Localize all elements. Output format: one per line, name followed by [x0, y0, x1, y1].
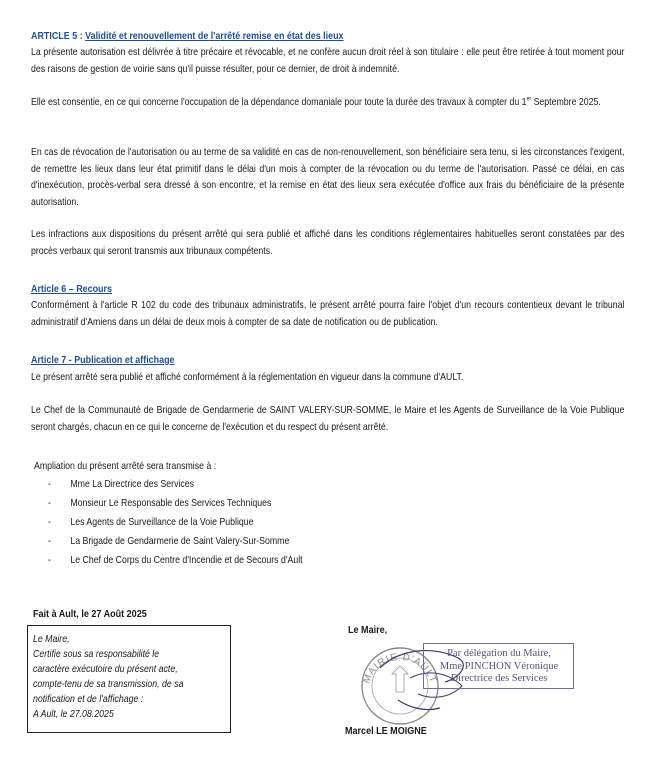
article5-paragraph-4: Les infractions aux dispositions du présent arrêté qui sera publié et affiché dans les conditions réglementaires habituelles seront constatées par des procès verbaux qui seront transmis aux tribunaux compétents. [31, 229, 625, 257]
mayor-label: Le Maire, [348, 624, 388, 636]
article5-heading-prefix: ARTICLE 5 : [31, 31, 86, 42]
article5-p2-text-end: Septembre 2025. [531, 97, 601, 108]
stamp-line: Directrice des Services [450, 673, 548, 684]
certification-line: A Ault, le 27.08.2025 [33, 709, 114, 720]
list-item-text: Monsieur Le Responsable des Services Techniques [70, 498, 272, 509]
article7-paragraph-1: Le présent arrêté sera publié et affiché conformément à la réglementation en vigueur dans la commune d'AULT. [31, 372, 464, 383]
article5-heading [31, 31, 344, 42]
article6-heading-prefix: Article 6 – [31, 284, 77, 295]
seal-emblem [392, 666, 408, 692]
stamp-line: Mme PINCHON Véronique [439, 660, 559, 672]
ampliation-intro: Ampliation du présent arrêté sera transmise à : [34, 461, 217, 472]
certification-line: compte-tenu de sa transmission, de sa [33, 679, 184, 690]
certification-text [33, 632, 183, 722]
article6-heading-title: Recours [76, 284, 112, 295]
list-item: - Le Chef de Corps du Centre d'Incendie et de Secours d'Ault [48, 555, 303, 566]
article7-heading-title: Publication et affichage [74, 355, 175, 366]
seal-text: MAIRIE D'AULT [361, 651, 439, 686]
stamp-line: Par délégation du Maire, [447, 648, 551, 659]
signature-date: Fait à Ault, le 27 Août 2025 [33, 608, 147, 620]
list-item: - Les Agents de Surveillance de la Voie Publique [48, 517, 254, 528]
list-item: - Mme La Directrice des Services [48, 479, 195, 490]
article5-paragraph-3: En cas de révocation de l'autorisation ou au terme de sa validité en cas de non-renouvellement, son bénéficiaire sera tenu, si les circonstances l'exigent, de remettre les lieux dans leur état primitif dans le délai d'un mois à compter de la révocation ou du terme de l'autorisation. Passé ce délai, en cas d'inexécution, procès-verbal sera dressé à son encontre, et la remise en état des lieux sera exécutée d'office aux frais du bénéficiaire de la présente autorisation. [31, 147, 625, 208]
list-item-text: La Brigade de Gendarmerie de Saint Valery-Sur-Somme [70, 536, 290, 547]
list-item: - Monsieur Le Responsable des Services Techniques [48, 498, 272, 509]
list-item-text: Le Chef de Corps du Centre d'Incendie et de Secours d'Ault [70, 555, 303, 566]
article5-heading-title: Validité et renouvellement de l'arrêté remise en état des lieux [85, 31, 344, 42]
certification-line: caractère exécutoire du présent acte, [33, 664, 178, 675]
delegation-stamp-text [432, 648, 566, 686]
list-item-text: Mme La Directrice des Services [70, 479, 195, 490]
certification-line: Certifie sous sa responsabilité le [33, 649, 160, 660]
article6-paragraph-1: Conformément à l'article R 102 du code des tribunaux administratifs, le présent arrêté pourra faire l'objet d'un recours contentieux devant le tribunal administratif d'Amiens dans un délai de deux mois à compter de sa date de notification ou de publication. [31, 300, 625, 328]
mayor-name: Marcel LE MOIGNE [345, 725, 427, 737]
certification-line: Le Maire, [33, 634, 70, 645]
article5-paragraph-2 [31, 95, 624, 112]
article6-heading [31, 284, 112, 295]
ampliation-list [48, 475, 303, 570]
article7-heading-prefix: Article 7 - [31, 355, 75, 366]
article5-paragraph-1: La présente autorisation est délivrée à titre précaire et révocable, et ne confère aucun droit réel à son titulaire : elle peut être retirée à tout moment pour des raisons de gestion de voirie sans qu'il puisse résulter, pour ce dernier, de droit à indemnité. [31, 47, 625, 75]
article7-paragraph-2: Le Chef de la Communauté de Brigade de Gendarmerie de SAINT VALERY-SUR-SOMME, le Maire et les Agents de Surveillance de la Voie Publique seront chargés, chacun en ce qui le concerne de l'exécution et du respect du présent arrêté. [31, 405, 625, 433]
article5-p2-text: Elle est consentie, en ce qui concerne l'occupation de la dépendance domaniale pour toute la durée des travaux à compter du 1 [31, 97, 527, 108]
article5-p2-sup: er [526, 96, 532, 103]
article7-heading [31, 355, 175, 366]
list-item: - La Brigade de Gendarmerie de Saint Valery-Sur-Somme [48, 536, 290, 547]
list-item-text: Les Agents de Surveillance de la Voie Publique [70, 517, 254, 528]
certification-line: notification et de l'affichage : [33, 694, 144, 705]
